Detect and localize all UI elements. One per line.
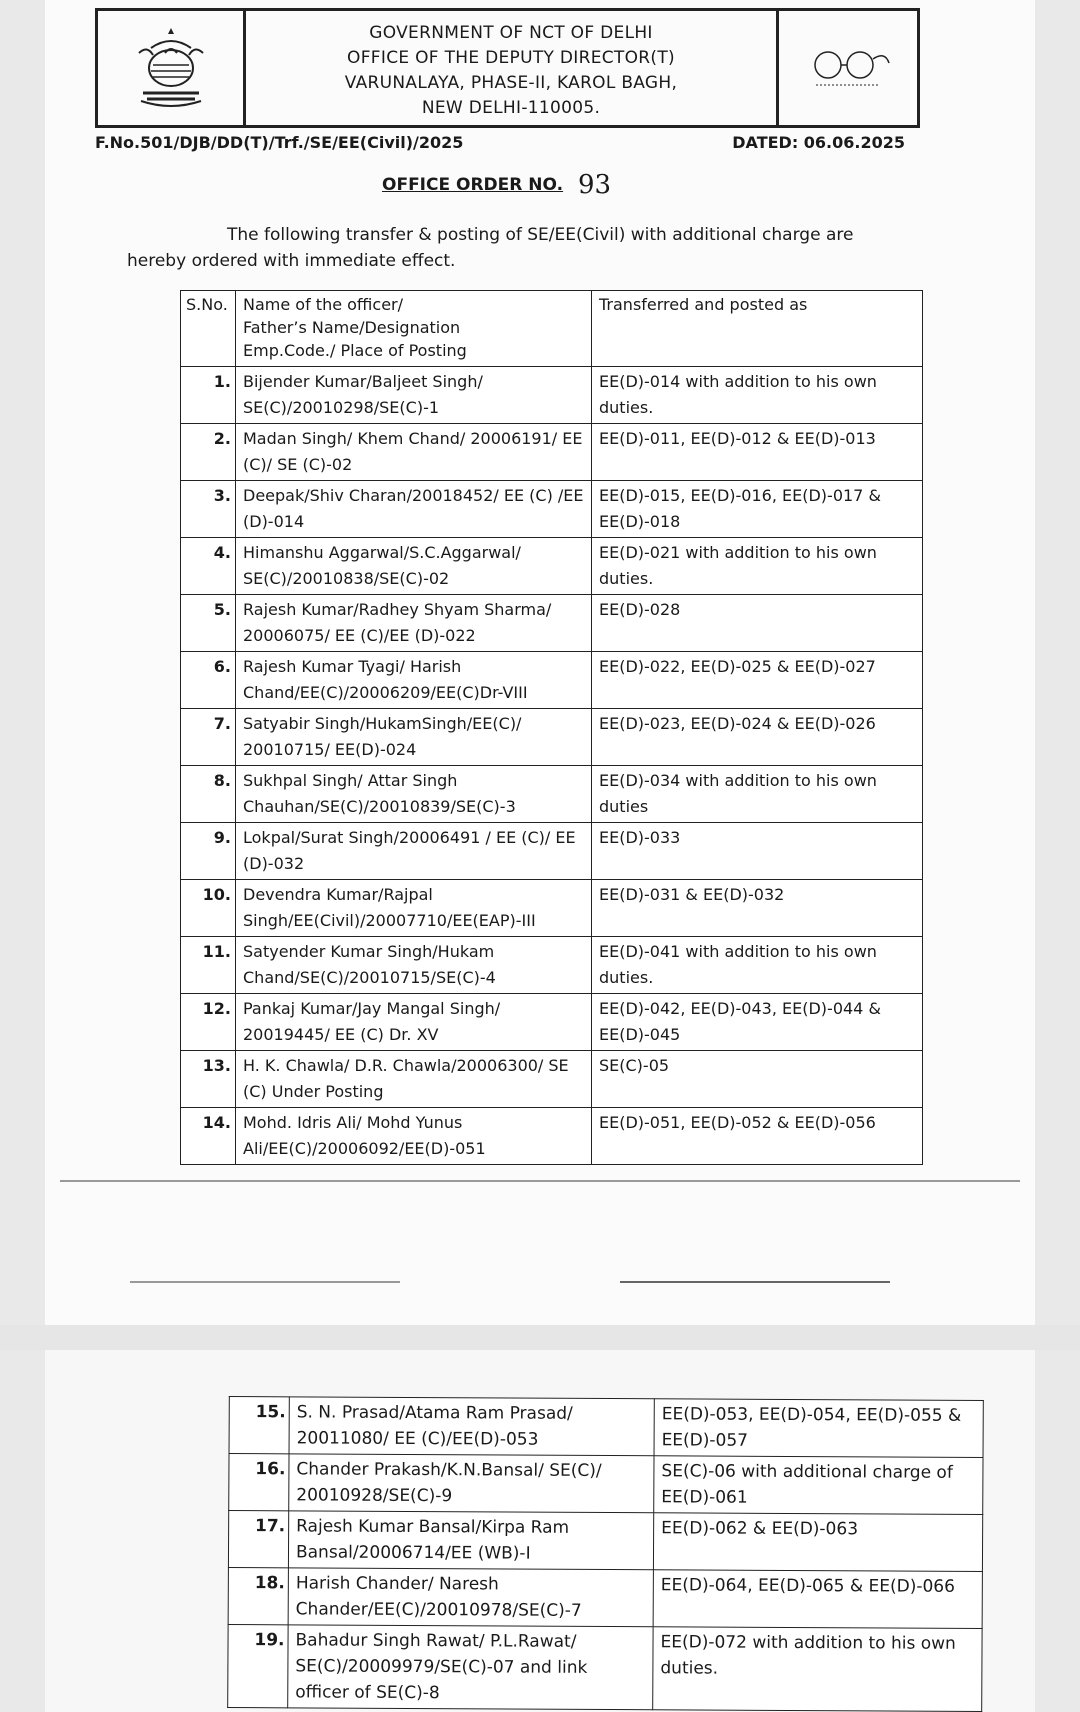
row-posted-as: EE(D)-041 with addition to his own duties. [592,937,923,994]
row-officer: Bahadur Singh Rawat/ P.L.Rawat/ SE(C)/20009979/SE(C)-07 and link officer of SE(C)-8 [288,1625,653,1710]
row-sno: 12. [181,994,236,1051]
table-row [181,880,923,937]
table-row [181,709,923,766]
row-officer: Lokpal/Surat Singh/20006491 / EE (C)/ EE (D)-032 [236,823,592,880]
table-row [181,424,923,481]
divider-line [620,1281,890,1283]
row-officer: Sukhpal Singh/ Attar Singh Chauhan/SE(C)/20010839/SE(C)-3 [236,766,592,823]
row-officer: Devendra Kumar/Rajpal Singh/EE(Civil)/20007710/EE(EAP)-III [236,880,592,937]
row-sno: 4. [181,538,236,595]
row-officer: Rajesh Kumar/Radhey Shyam Sharma/ 20006075/ EE (C)/EE (D)-022 [236,595,592,652]
header-sno: S.No. [181,291,236,367]
row-officer: Himanshu Aggarwal/S.C.Aggarwal/ SE(C)/20010838/SE(C)-02 [236,538,592,595]
row-posted-as: EE(D)-042, EE(D)-043, EE(D)-044 & EE(D)-045 [592,994,923,1051]
divider-line [130,1281,400,1283]
row-sno: 3. [181,481,236,538]
row-sno: 2. [181,424,236,481]
row-posted-as: EE(D)-051, EE(D)-052 & EE(D)-056 [592,1108,923,1165]
row-sno: 13. [181,1051,236,1108]
transfer-table-page-2 [227,1396,984,1712]
row-officer: Pankaj Kumar/Jay Mangal Singh/ 20019445/ EE (C) Dr. XV [236,994,592,1051]
reference-line [95,133,905,152]
table-row [181,937,923,994]
row-officer: Madan Singh/ Khem Chand/ 20006191/ EE (C)/ SE (C)-02 [236,424,592,481]
row-officer: Rajesh Kumar Tyagi/ Harish Chand/EE(C)/20006209/EE(C)Dr-VIII [236,652,592,709]
intro-line-2: hereby ordered with immediate effect. [127,251,456,271]
header-name-line-2: Father’s Name/Designation [243,318,461,337]
page-gap [0,1325,1080,1350]
row-sno: 11. [181,937,236,994]
row-officer: Harish Chander/ Naresh Chander/EE(C)/20010978/SE(C)-7 [288,1568,653,1627]
row-sno: 16. [229,1454,289,1511]
file-number: F.No.501/DJB/DD(T)/Trf./SE/EE(Civil)/2025 [95,133,464,152]
table-row [228,1625,982,1712]
swachh-bharat-logo-icon [779,11,917,125]
row-officer: Bijender Kumar/Baljeet Singh/ SE(C)/20010298/SE(C)-1 [236,367,592,424]
row-officer: Chander Prakash/K.N.Bansal/ SE(C)/ 20010928/SE(C)-9 [289,1454,654,1513]
header-line-1: GOVERNMENT OF NCT OF DELHI [369,23,653,43]
row-sno: 7. [181,709,236,766]
row-sno: 17. [228,1511,288,1568]
row-posted-as: SE(C)-06 with additional charge of EE(D)-061 [654,1456,983,1515]
row-posted-as: EE(D)-015, EE(D)-016, EE(D)-017 & EE(D)-018 [592,481,923,538]
dated: DATED: 06.06.2025 [732,133,905,152]
table-row [181,994,923,1051]
table-row [181,766,923,823]
row-sno: 5. [181,595,236,652]
table-row [181,1108,923,1165]
header-line-3: VARUNALAYA, PHASE-II, KAROL BAGH, [344,73,678,93]
djb-emblem-icon [98,11,246,125]
row-posted-as: EE(D)-053, EE(D)-054, EE(D)-055 & EE(D)-057 [654,1399,983,1458]
table-row [181,823,923,880]
row-sno: 8. [181,766,236,823]
office-address [246,11,779,125]
row-sno: 18. [228,1568,288,1625]
row-officer: Mohd. Idris Ali/ Mohd Yunus Ali/EE(C)/20006092/EE(D)-051 [236,1108,592,1165]
row-officer: H. K. Chawla/ D.R. Chawla/20006300/ SE (C) Under Posting [236,1051,592,1108]
row-posted-as: EE(D)-031 & EE(D)-032 [592,880,923,937]
row-sno: 10. [181,880,236,937]
letterhead [95,8,920,128]
row-officer: Rajesh Kumar Bansal/Kirpa Ram Bansal/20006714/EE (WB)-I [288,1511,653,1570]
row-sno: 6. [181,652,236,709]
table-row [181,367,923,424]
row-posted-as: EE(D)-072 with addition to his own duties. [653,1627,982,1712]
row-officer: S. N. Prasad/Atama Ram Prasad/ 20011080/ EE (C)/EE(D)-053 [289,1397,654,1456]
table-row [229,1397,983,1458]
row-posted-as: EE(D)-062 & EE(D)-063 [653,1513,982,1572]
table-row [181,652,923,709]
table-header-row [181,291,923,367]
header-line-2: OFFICE OF THE DEPUTY DIRECTOR(T) [347,48,675,68]
row-posted-as: SE(C)-05 [592,1051,923,1108]
table-row [181,1051,923,1108]
table-row [228,1568,982,1629]
row-sno: 1. [181,367,236,424]
row-officer: Satyender Kumar Singh/Hukam Chand/SE(C)/20010715/SE(C)-4 [236,937,592,994]
row-posted-as: EE(D)-014 with addition to his own duties. [592,367,923,424]
header-posted: Transferred and posted as [592,291,923,367]
row-sno: 14. [181,1108,236,1165]
header-line-4: NEW DELHI-110005. [421,98,601,118]
row-officer: Satyabir Singh/HukamSingh/EE(C)/ 20010715/ EE(D)-024 [236,709,592,766]
row-posted-as: EE(D)-011, EE(D)-012 & EE(D)-013 [592,424,923,481]
row-posted-as: EE(D)-021 with addition to his own duties. [592,538,923,595]
row-posted-as: EE(D)-023, EE(D)-024 & EE(D)-026 [592,709,923,766]
row-posted-as: EE(D)-022, EE(D)-025 & EE(D)-027 [592,652,923,709]
table-row [228,1511,982,1572]
row-sno: 15. [229,1397,289,1454]
row-posted-as: EE(D)-034 with addition to his own duties [592,766,923,823]
table-row [181,538,923,595]
intro-paragraph [127,222,897,274]
order-number-handwritten: 93 [578,170,612,200]
transfer-table-page-1 [180,290,923,1165]
row-posted-as: EE(D)-064, EE(D)-065 & EE(D)-066 [653,1570,982,1629]
row-officer: Deepak/Shiv Charan/20018452/ EE (C) /EE (D)-014 [236,481,592,538]
table-row [181,481,923,538]
row-posted-as: EE(D)-028 [592,595,923,652]
header-name [236,291,592,367]
intro-line-1: The following transfer & posting of SE/EE(Civil) with additional charge are [227,225,854,245]
row-posted-as: EE(D)-033 [592,823,923,880]
header-name-line-1: Name of the officer/ [243,295,404,314]
order-title: OFFICE ORDER NO. [382,175,564,195]
table-row [229,1454,983,1515]
header-name-line-3: Emp.Code./ Place of Posting [243,341,467,360]
table-row [181,595,923,652]
row-sno: 19. [228,1625,288,1708]
divider-line [60,1180,1020,1182]
row-sno: 9. [181,823,236,880]
